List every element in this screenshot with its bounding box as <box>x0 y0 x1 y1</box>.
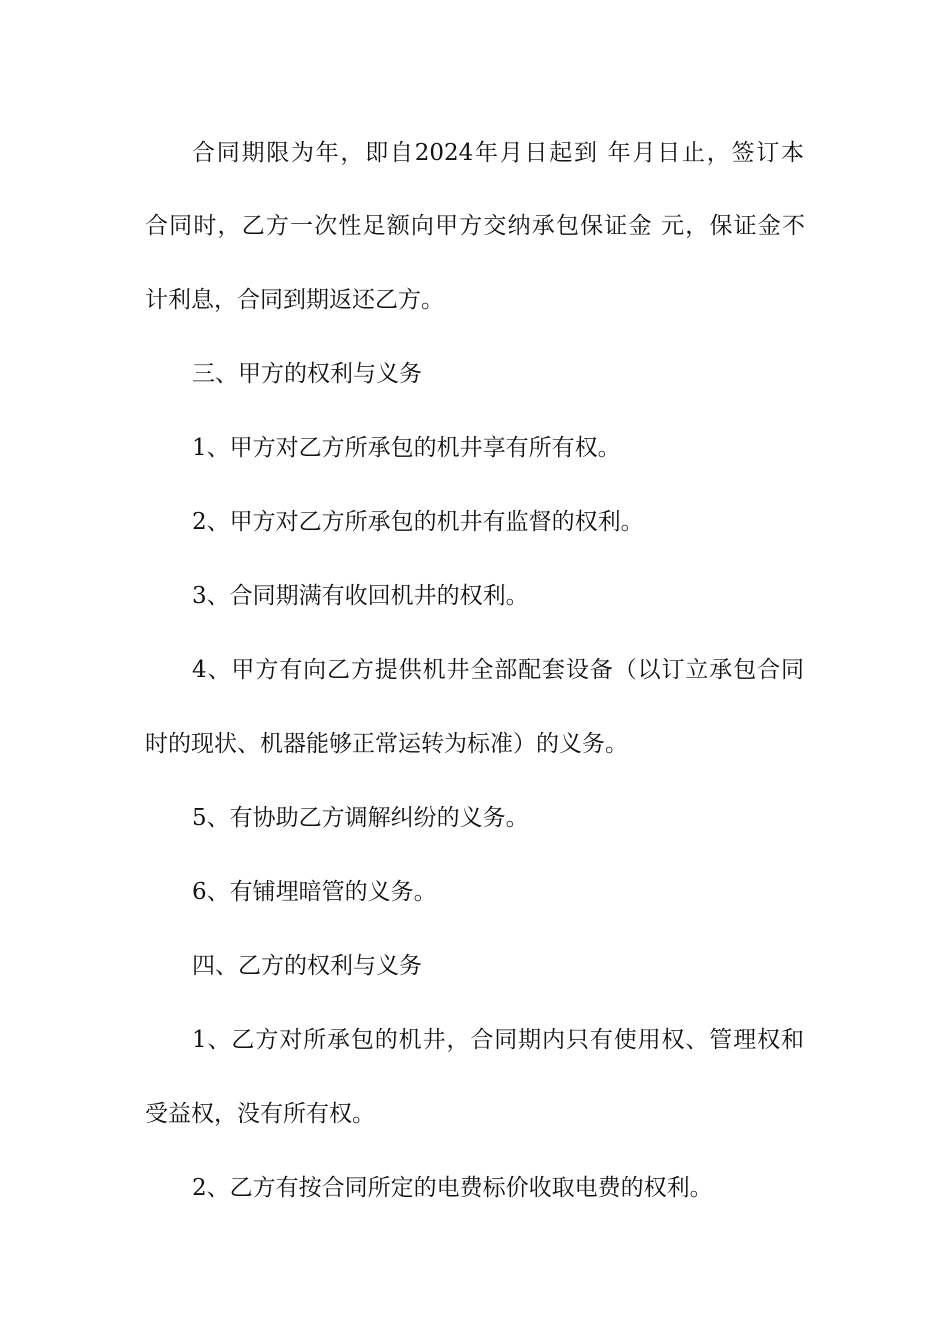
paragraph-line: 计利息，合同到期返还乙方。 <box>145 287 444 313</box>
list-item-continuation: 时的现状、机器能够正常运转为标准）的义务。 <box>145 731 628 757</box>
list-item: 2、甲方对乙方所承包的机井有监督的权利。 <box>192 509 644 535</box>
list-item: 5、有协助乙方调解纠纷的义务。 <box>192 805 529 831</box>
paragraph-line: 合同时，乙方一次性足额向甲方交纳承包保证金 元，保证金不 <box>145 213 805 239</box>
list-item: 1、甲方对乙方所承包的机井享有所有权。 <box>192 435 621 461</box>
list-item: 1、乙方对所承包的机井，合同期内只有使用权、管理权和 <box>192 1027 804 1053</box>
paragraph-line: 合同期限为年，即自2024年月日起到 年月日止，签订本 <box>192 140 804 166</box>
list-item: 3、合同期满有收回机井的权利。 <box>192 583 529 609</box>
section-heading: 四、乙方的权利与义务 <box>192 953 422 979</box>
list-item: 4、甲方有向乙方提供机井全部配套设备（以订立承包合同 <box>192 657 804 683</box>
list-item: 6、有铺埋暗管的义务。 <box>192 879 437 905</box>
list-item: 2、乙方有按合同所定的电费标价收取电费的权利。 <box>192 1175 713 1201</box>
section-heading: 三、甲方的权利与义务 <box>192 361 422 387</box>
list-item-continuation: 受益权，没有所有权。 <box>145 1101 375 1127</box>
